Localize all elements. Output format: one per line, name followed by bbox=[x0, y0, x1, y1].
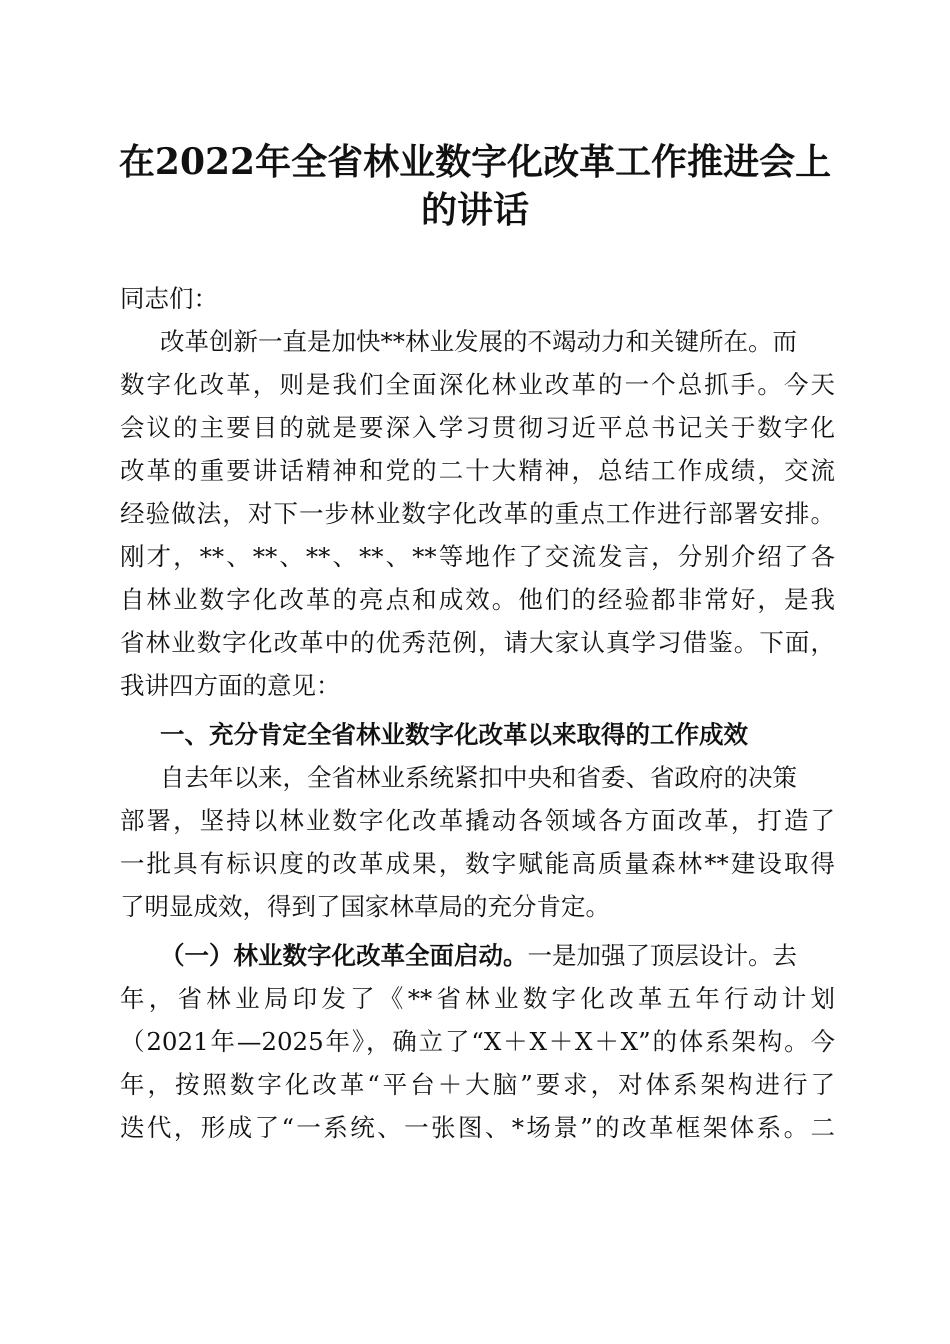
paragraph-line: 我讲四方面的意见： bbox=[120, 671, 341, 700]
title-line-1: 在2022年全省林业数字化改革工作推进会上 bbox=[118, 141, 832, 183]
document-title bbox=[100, 138, 850, 234]
paragraph-line: 自去年以来，全省林业系统紧扣中央和省委、省政府的决策 bbox=[160, 763, 797, 792]
paragraph-line: 省林业数字化改革中的优秀范例，请大家认真学习借鉴。下面， bbox=[120, 628, 835, 657]
paragraph-line: 了明显成效，得到了国家林草局的充分肯定。 bbox=[120, 892, 610, 921]
paragraph-line: 迭代，形成了“一系统、一张图、*场景”的改革框架体系。二 bbox=[120, 1113, 835, 1142]
paragraph-line: 会议的主要目的就是要深入学习贯彻习近平总书记关于数字化 bbox=[120, 413, 835, 442]
subsection-heading-1: （一）林业数字化改革全面启动。 bbox=[160, 941, 528, 970]
section-heading-1: 一、充分肯定全省林业数字化改革以来取得的工作成效 bbox=[160, 720, 748, 749]
paragraph-line: 改革创新一直是加快**林业发展的不竭动力和关键所在。而 bbox=[160, 327, 797, 356]
paragraph-line: 部署，坚持以林业数字化改革撬动各领域各方面改革，打造了 bbox=[120, 806, 835, 835]
title-line-2: 的讲话 bbox=[420, 189, 529, 231]
paragraph-line: 改革的重要讲话精神和党的二十大精神，总结工作成绩，交流 bbox=[120, 456, 835, 485]
paragraph-line: 数字化改革，则是我们全面深化林业改革的一个总抓手。今天 bbox=[120, 370, 835, 399]
subsection-line bbox=[160, 941, 835, 971]
paragraph-line: （2021年—2025年》，确立了“X＋X＋X＋X”的体系架构。今 bbox=[120, 1027, 835, 1056]
salutation: 同志们： bbox=[120, 284, 218, 313]
paragraph-line: 年，省林业局印发了《**省林业数字化改革五年行动计划 bbox=[120, 984, 835, 1013]
paragraph-line: 自林业数字化改革的亮点和成效。他们的经验都非常好，是我 bbox=[120, 585, 835, 614]
subsection-text: 一是加强了顶层设计。去 bbox=[527, 941, 797, 970]
paragraph-line: 经验做法，对下一步林业数字化改革的重点工作进行部署安排。 bbox=[120, 499, 835, 528]
paragraph-line: 刚才，**、**、**、**、**等地作了交流发言，分别介绍了各 bbox=[120, 542, 835, 571]
paragraph-line: 一批具有标识度的改革成果，数字赋能高质量森林**建设取得 bbox=[120, 849, 835, 878]
paragraph-line: 年，按照数字化改革“平台＋大脑”要求，对体系架构进行了 bbox=[120, 1070, 835, 1099]
